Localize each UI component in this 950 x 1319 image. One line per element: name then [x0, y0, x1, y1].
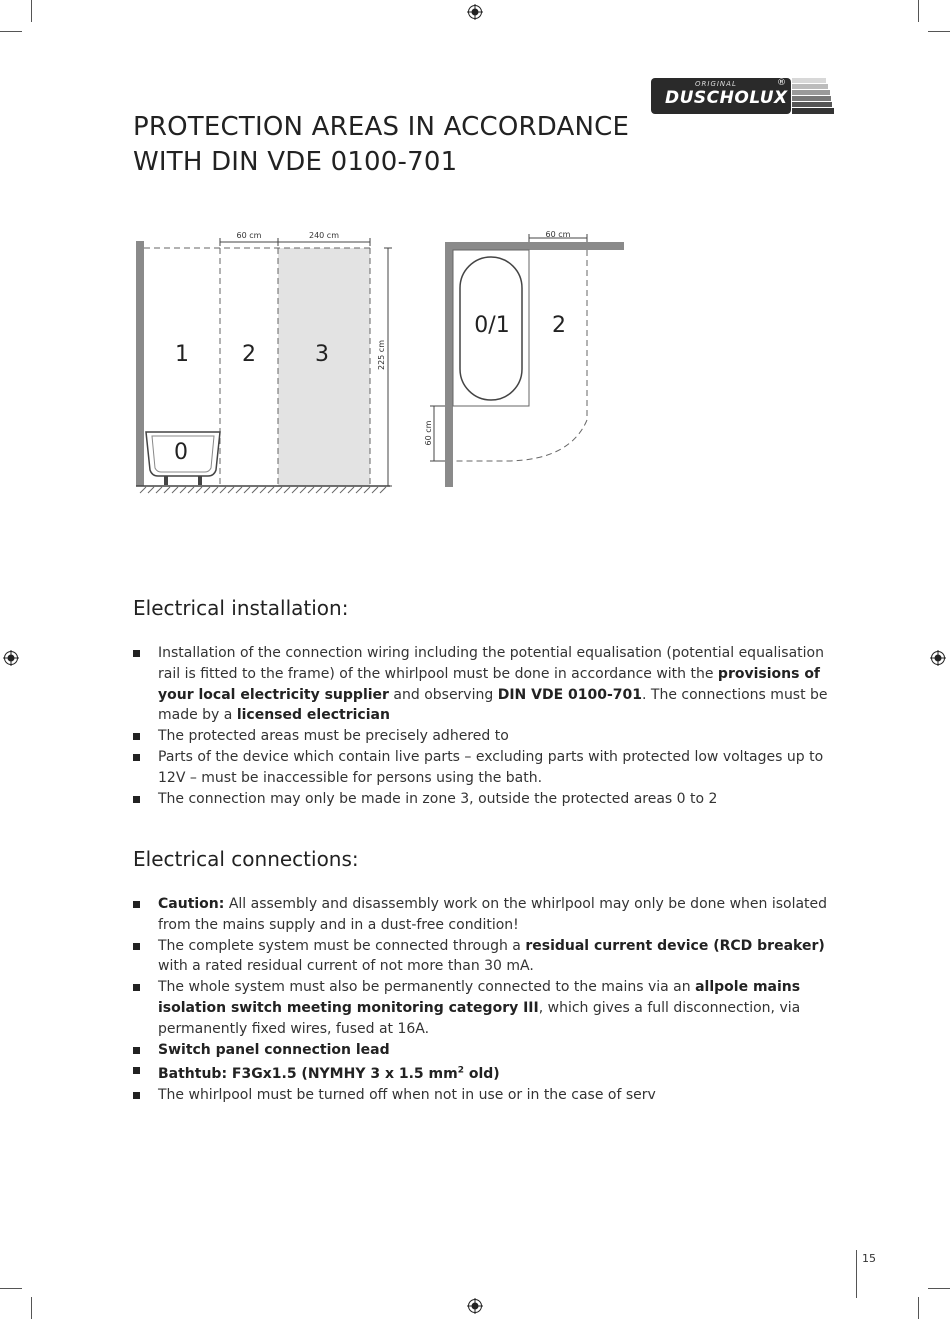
- protection-zones-elevation-diagram: [128, 225, 398, 500]
- connections-list: [133, 894, 843, 1106]
- dim-225-label: 225 cm: [377, 339, 386, 371]
- list-item: The whirlpool must be turned off when not in use or in the case of serv: [133, 1085, 843, 1106]
- crop-mark-tl-v: [31, 0, 32, 22]
- logo-brand-text: DUSCHOLUX: [665, 88, 788, 108]
- list-item: Installation of the connection wiring including the potential equalisation (potential equalisation rail is fitted to the frame) of the whirlpool must be done in accordance with the provisions of your local electricity supplier and observing DIN VDE 0100-701. The connections must be made by a licensed electrician: [133, 643, 843, 726]
- logo-original-text: ORIGINAL: [695, 80, 737, 88]
- zone-01-label: 0/1: [474, 313, 510, 338]
- dim-60-side-label: 60 cm: [424, 420, 433, 446]
- connections-heading: Electrical connections:: [133, 847, 359, 871]
- zone-2-plan-label: 2: [552, 313, 566, 338]
- crop-mark-tr-h: [928, 31, 950, 32]
- zone-0-label: 0: [174, 440, 188, 465]
- registration-mark-top: [467, 4, 483, 20]
- zone-1-label: 1: [175, 342, 189, 367]
- wall-left: [445, 242, 453, 487]
- crop-mark-tl-h: [0, 31, 22, 32]
- logo-stripes: [792, 78, 834, 114]
- crop-mark-tr-v: [918, 0, 919, 22]
- list-item: The complete system must be connected through a residual current device (RCD breaker) with a rated residual current of not more than 30 mA.: [133, 936, 843, 978]
- dim-240-label: 240 cm: [308, 231, 340, 240]
- title-line-1: PROTECTION AREAS IN ACCORDANCE: [133, 112, 630, 142]
- list-item: The connection may only be made in zone 3, outside the protected areas 0 to 2: [133, 789, 843, 810]
- list-item: The whole system must also be permanently connected to the mains via an allpole mains isolation switch meeting monitoring category III, which gives a full disconnection, via permanently fixed wires, fused at 16A.: [133, 977, 843, 1039]
- installation-list: [133, 643, 843, 809]
- page-number: 15: [862, 1252, 876, 1265]
- wall: [136, 241, 144, 486]
- wall-top: [445, 242, 624, 250]
- zone-3-label: 3: [315, 342, 329, 367]
- list-item: Switch panel connection lead: [133, 1040, 843, 1061]
- page-title: [133, 110, 629, 180]
- registration-mark-bottom: [467, 1298, 483, 1314]
- crop-mark-bl-h: [0, 1288, 22, 1289]
- logo-registered-mark: ®: [777, 78, 786, 88]
- dim-60-label: 60 cm: [236, 231, 262, 240]
- title-line-2: WITH DIN VDE 0100-701: [133, 147, 458, 177]
- dim-60-top-label: 60 cm: [545, 230, 571, 239]
- list-item: Parts of the device which contain live parts – excluding parts with protected low voltages up to 12V – must be inaccessible for persons using the bath.: [133, 747, 843, 789]
- list-item: Caution: All assembly and disassembly work on the whirlpool may only be done when isolated from the mains supply and in a dust-free condition!: [133, 894, 843, 936]
- protection-zones-plan-diagram: [420, 225, 630, 490]
- list-item: The protected areas must be precisely adhered to: [133, 726, 843, 747]
- zone-3-area: [278, 248, 370, 486]
- page-number-rule: [856, 1250, 857, 1298]
- installation-heading: Electrical installation:: [133, 596, 349, 620]
- zone-2-label: 2: [242, 342, 256, 367]
- registration-mark-right: [930, 650, 946, 666]
- duscholux-logo: [651, 78, 791, 114]
- crop-mark-br-h: [928, 1288, 950, 1289]
- registration-mark-left: [3, 650, 19, 666]
- crop-mark-bl-v: [31, 1297, 32, 1319]
- list-item: Bathtub: F3Gx1.5 (NYMHY 3 x 1.5 $mm^2$ old): [133, 1060, 843, 1084]
- crop-mark-br-v: [918, 1297, 919, 1319]
